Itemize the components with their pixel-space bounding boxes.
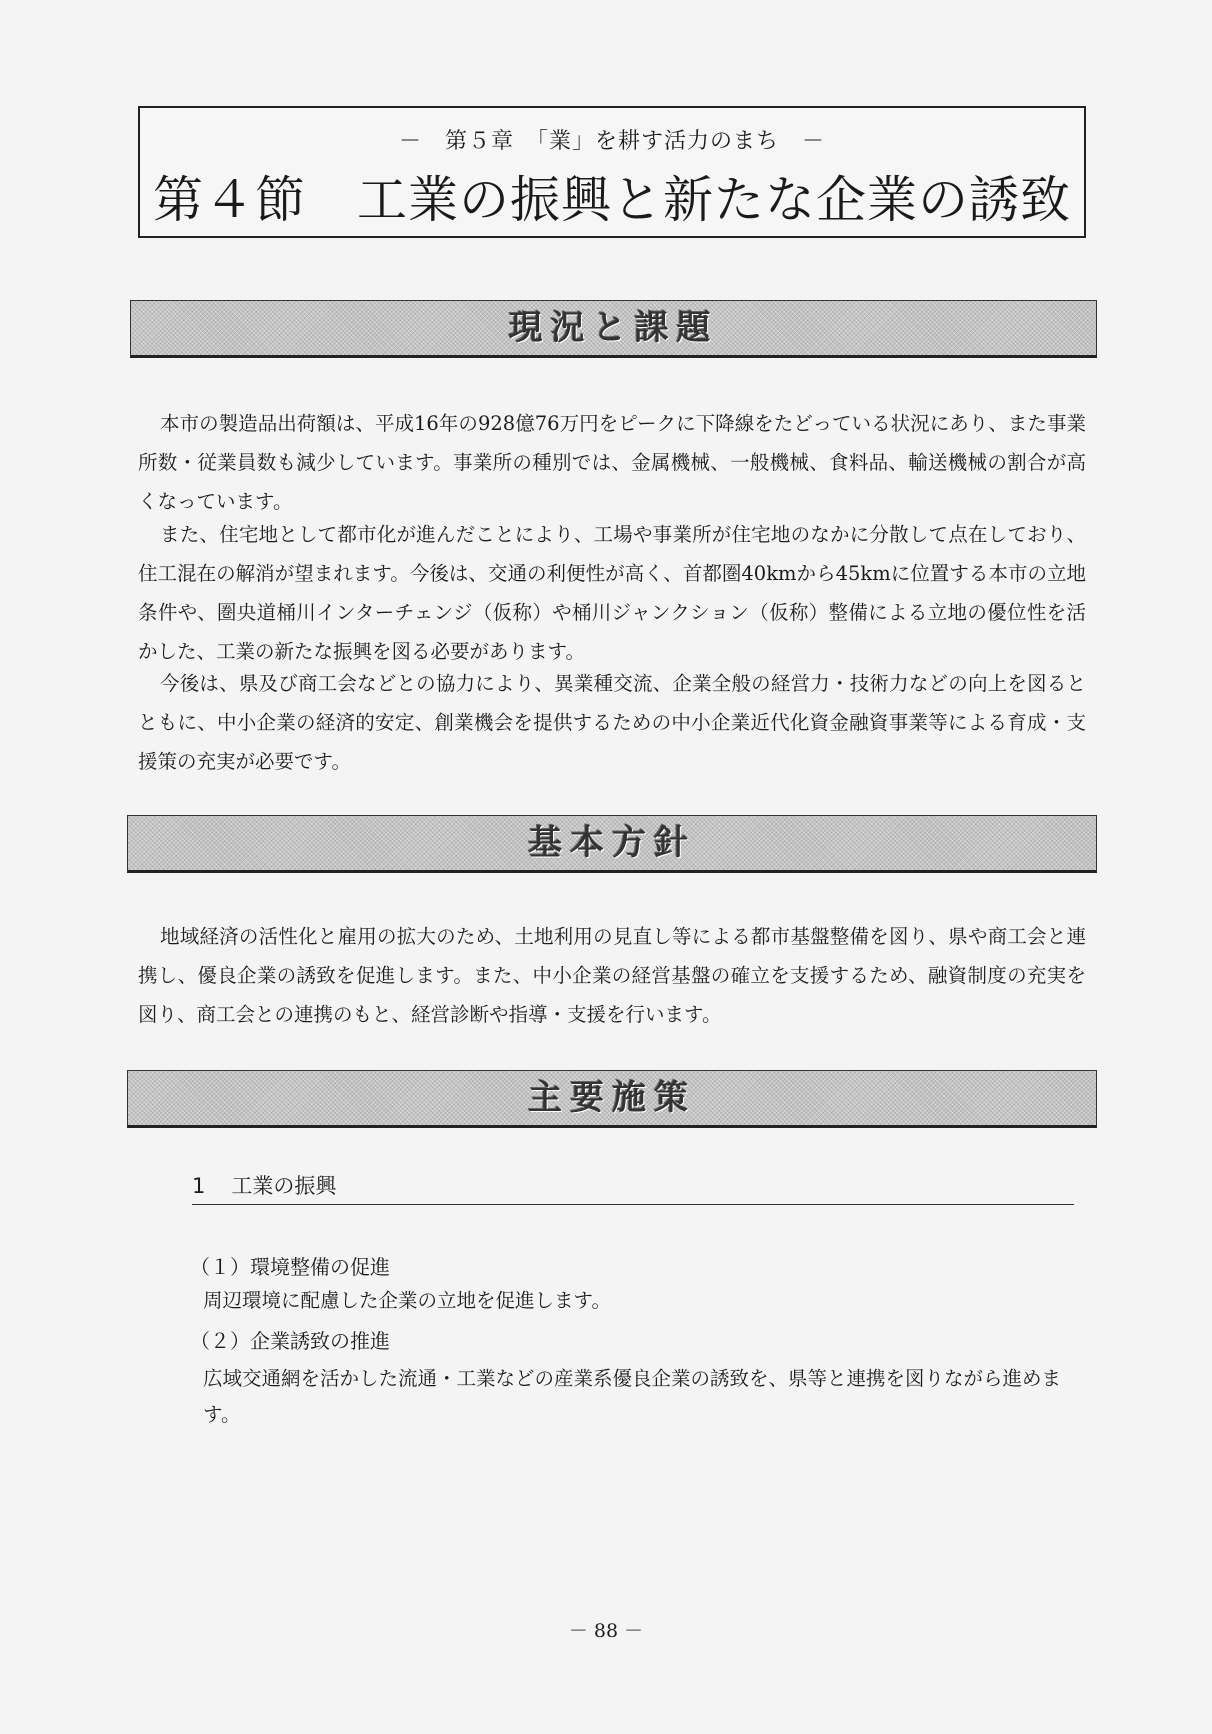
measure-heading-label: 工業の振興 [231, 1174, 337, 1198]
main-measures-banner-label: 主要施策 [528, 1078, 696, 1118]
status-paragraph: 本市の製造品出荷額は、平成16年の928億76万円をピークに下降線をたどっている状況にあり、また事業所数・従業員数も減少しています。事業所の種別では、金属機械、一般機械、食料品、輸送機械の割合が高くなっています。 [138, 412, 1086, 513]
basic-policy-banner [127, 815, 1097, 873]
measure-item-title: （１）環境整備の促進 [190, 1255, 390, 1279]
chapter-heading: － 第５章 「業」を耕す活力のまち － [398, 129, 825, 154]
measure-heading [192, 1170, 1074, 1205]
status-paragraph: また、住宅地として都市化が進んだことにより、工場や事業所が住宅地のなかに分散して点在しており、住工混在の解消が望まれます。今後は、交通の利便性が高く、首都圏40kmから45kmに位置する本市の立地条件や、圏央道桶川インターチェンジ（仮称）や桶川ジャンクション（仮称）整備による立地の優位性を活かした、工業の新たな振興を図る必要があります。 [138, 523, 1086, 663]
current-status-banner [130, 300, 1097, 358]
main-measures-banner [127, 1070, 1097, 1128]
section-title: 第４節 工業の振興と新たな企業の誘致 [153, 171, 1071, 229]
measure-heading-number: 1 [192, 1174, 206, 1198]
page-number: － 88 － [568, 1620, 644, 1642]
basic-policy-banner-label: 基本方針 [528, 823, 696, 863]
current-status-banner-label: 現況と課題 [508, 308, 719, 348]
policy-paragraph: 地域経済の活性化と雇用の拡大のため、土地利用の見直し等による都市基盤整備を図り、県や商工会と連携し、優良企業の誘致を促進します。また、中小企業の経営基盤の確立を支援するため、融資制度の充実を図り、商工会との連携のもと、経営診断や指導・支援を行います。 [138, 925, 1086, 1026]
measure-item-text: 広域交通網を活かした流通・工業などの産業系優良企業の誘致を、県等と連携を図りながら進めます。 [203, 1367, 1062, 1426]
measure-item-title: （２）企業誘致の推進 [190, 1329, 390, 1353]
status-paragraph: 今後は、県及び商工会などとの協力により、異業種交流、企業全般の経営力・技術力などの向上を図るとともに、中小企業の経済的安定、創業機会を提供するための中小企業近代化資金融資事業等による育成・支援策の充実が必要です。 [138, 672, 1086, 773]
measure-item-text: 周辺環境に配慮した企業の立地を促進します。 [203, 1289, 611, 1312]
chapter-title-box [138, 106, 1086, 238]
